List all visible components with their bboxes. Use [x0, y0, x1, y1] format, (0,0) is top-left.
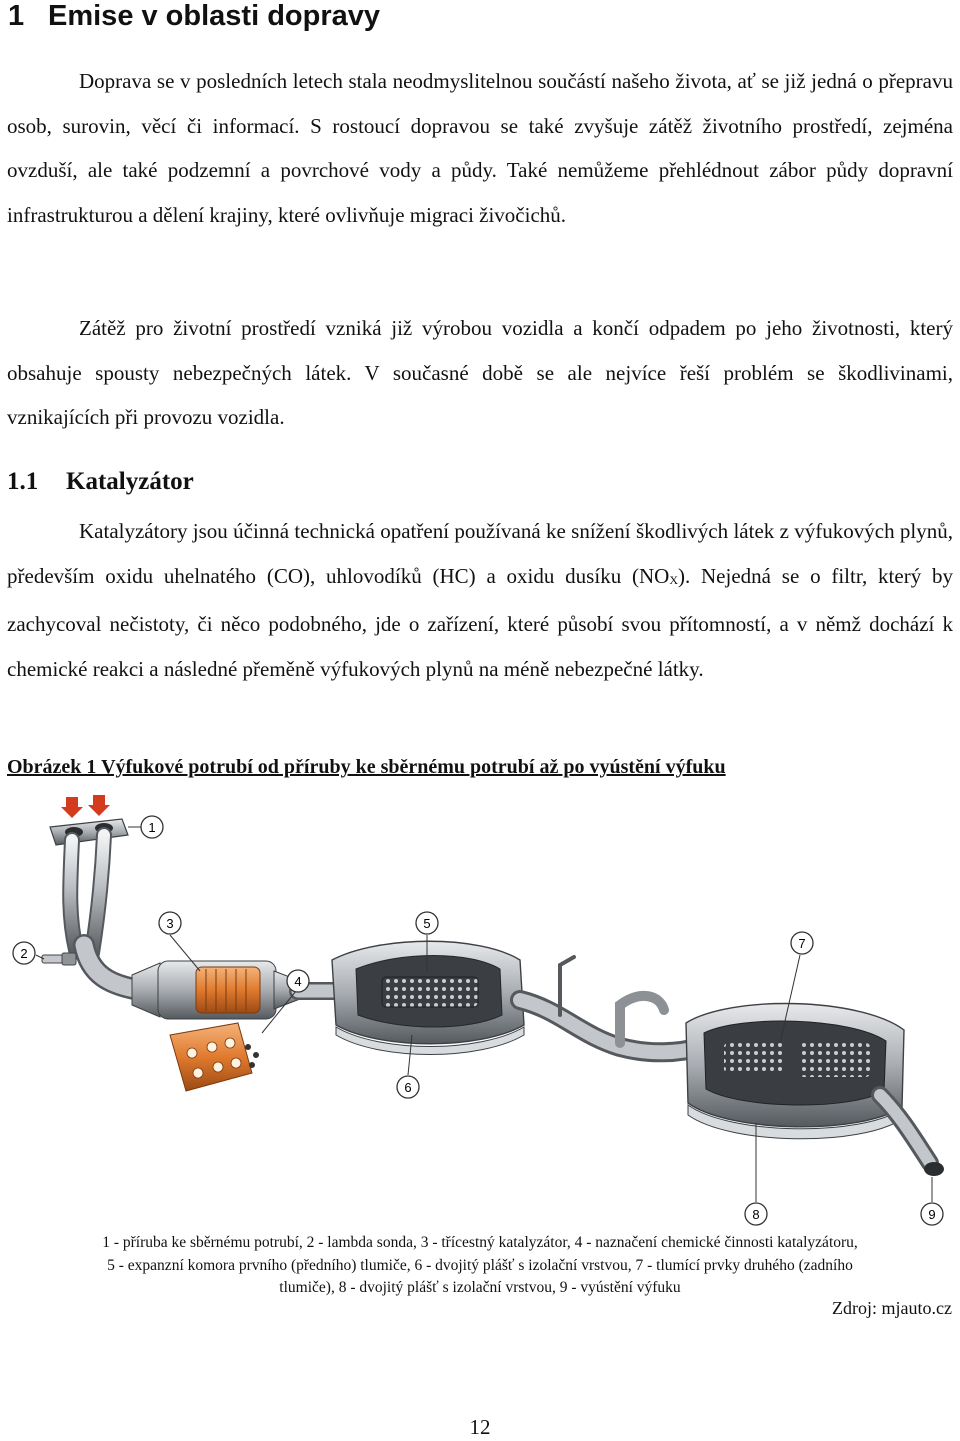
section-heading: [7, 462, 194, 502]
figure-caption: Obrázek 1 Výfukové potrubí od příruby ke sběrnému potrubí až po vyústění výfuku: [7, 756, 726, 778]
legend-line: tlumiče), 8 - dvojitý plášť s izolační vrstvou, 9 - vyústění výfuku: [279, 1279, 681, 1296]
svg-text:5: 5: [423, 916, 431, 931]
callout-3: [159, 912, 181, 934]
down-pipes: [70, 835, 140, 990]
catalytic-converter: [132, 961, 300, 1019]
callout-2: [13, 942, 35, 964]
figure-legend: [10, 1232, 950, 1300]
nox-subscript: X: [669, 572, 678, 587]
svg-text:4: 4: [294, 974, 302, 989]
callout-7: [791, 932, 813, 954]
svg-text:2: 2: [20, 946, 28, 961]
svg-text:6: 6: [404, 1080, 412, 1095]
chapter-number: 1: [8, 0, 25, 32]
rear-muffler: [686, 1004, 904, 1139]
svg-text:1: 1: [148, 820, 156, 835]
svg-text:7: 7: [798, 936, 806, 951]
rear-pipe: [520, 957, 700, 1052]
svg-text:8: 8: [752, 1207, 760, 1222]
exhaust-system-illustration: [0, 785, 960, 1230]
svg-text:3: 3: [166, 916, 174, 931]
section-number: 1.1: [7, 468, 39, 495]
legend-line: 1 - příruba ke sběrnému potrubí, 2 - lambda sonda, 3 - třícestný katalyzátor, 4 - naznačení chemické činnosti katalyzátoru,: [102, 1234, 858, 1251]
lambda-sensor: [42, 953, 76, 965]
callout-5: [416, 912, 438, 934]
section-title: Katalyzátor: [66, 468, 194, 495]
exhaust-flow-arrows: [61, 795, 110, 818]
callout-4: [287, 970, 309, 992]
callout-9: [921, 1203, 943, 1225]
callout-1: [141, 816, 163, 838]
callout-6: [397, 1076, 419, 1098]
svg-text:9: 9: [928, 1207, 936, 1222]
paragraph-2: Zátěž pro životní prostředí vzniká již výrobou vozidla a končí odpadem po jeho životnosti, který obsahuje spousty nebezpečných látek. V současné době se ale nejvíce řeší problém se škodlivinami, vznikajících při provozu vozidla.: [7, 316, 953, 430]
chapter-title: Emise v oblasti dopravy: [48, 0, 381, 32]
section-paragraph-text: Katalyzátory jsou účinná technická opatření používaná ke snížení škodlivých látek z výfukových plynů, především oxidu uhelnatého (CO), uhlovodíků (HC) a oxidu dusíku (NO: [7, 519, 953, 588]
paragraph-1: Doprava se v posledních letech stala neodmyslitelnou součástí našeho života, ať se již jedná o přepravu osob, surovin, věcí či informací. S rostoucí dopravou se také zvyšuje zátěž životního prostředí, zejména ovzduší, ale také podzemní a povrchové vody a půdy. Také nemůžeme přehlédnout zábor půdy dopravní infrastrukturou a dělení krajiny, které ovlivňuje migraci živočichů.: [7, 69, 953, 227]
figure-source: Zdroj: mjauto.cz: [832, 1298, 952, 1318]
legend-line: 5 - expanzní komora prvního (předního) tlumiče, 6 - dvojitý plášť s izolační vrstvou, 7 - tlumící prvky druhého (zadního: [107, 1256, 853, 1274]
catalyst-reaction-detail: [170, 1023, 259, 1091]
front-muffler: [332, 941, 524, 1054]
chapter-heading: [8, 0, 380, 36]
tail-pipe: [880, 1095, 944, 1176]
manifold-flange: [50, 819, 128, 845]
section-paragraph-text-rest: ). Nejedná se o filtr, který by zachycoval nečistoty, či něco podobného, jde o zařízení, které působí svou přítomností, a v němž dochází k chemické reakci a následné přeměně výfukových plynů na méně nebezpečné látky.: [7, 563, 953, 681]
page-number: 12: [469, 1415, 491, 1439]
callout-8: [745, 1203, 767, 1225]
section-paragraph: [7, 509, 953, 691]
